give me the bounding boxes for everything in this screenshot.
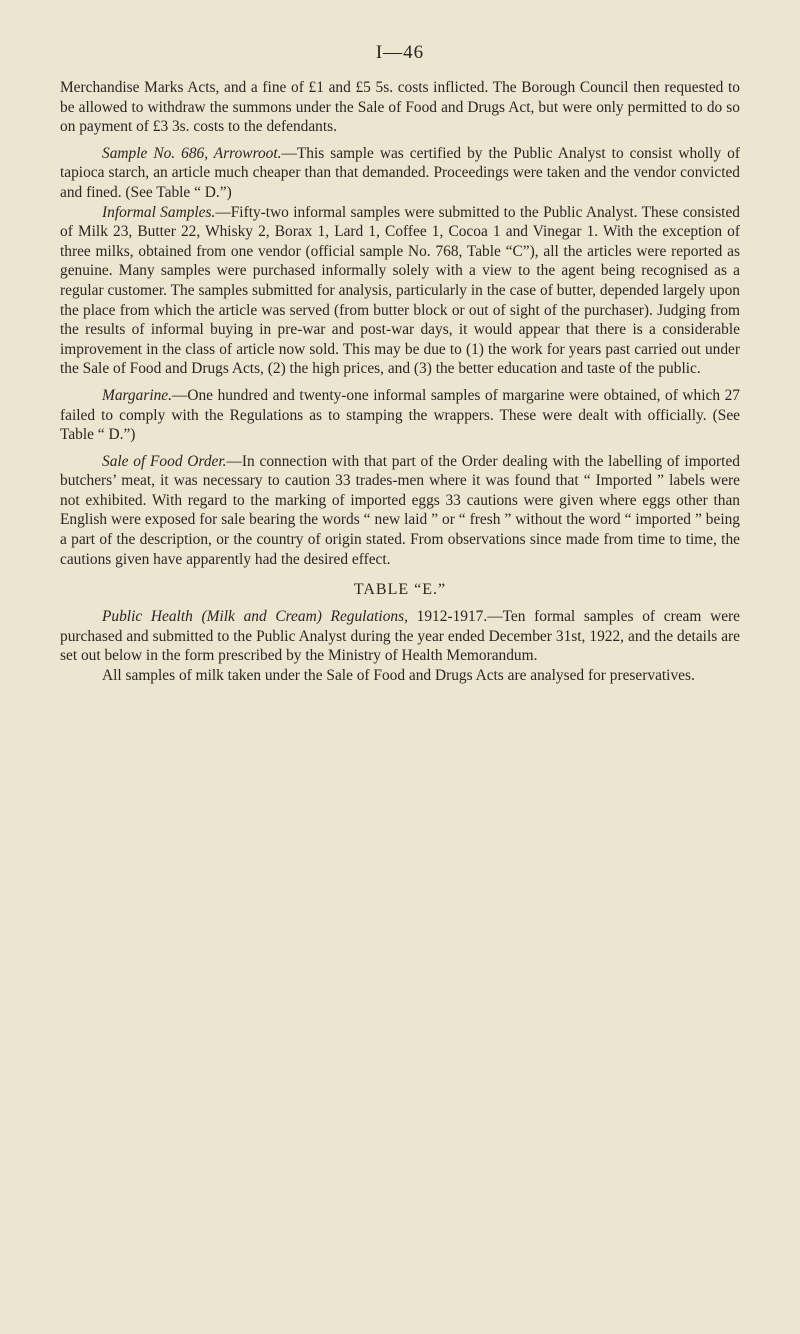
paragraph-public-health-regulations	[60, 607, 740, 666]
paragraph-body: —Fifty-two informal samples were submitted to the Public Analyst. These consisted of Milk 23, Butter 22, Whisky 2, Borax 1, Lard 1, Coffee 1, Cocoa 1 and Vinegar 1. With the exception of three milks, obtained from one vendor (official sample No. 768, Table “C”), all the articles were reported as genuine. Many samples were purchased informally solely with a view to the agent being recognised as a regular customer. The samples submitted for analysis, particularly in the case of butter, depended largely upon the place from which the article was served (from butter block or out of sight of the purchaser). Judging from the results of informal buying in pre-war and post-war days, it would appear that there is a considerable improvement in the class of article now sold. This may be due to (1) the work for years past carried out under the Sale of Food and Drugs Acts, (2) the high prices, and (3) the better education and taste of the public.	[60, 203, 740, 378]
paragraph-margarine	[60, 386, 740, 445]
paragraph-heading-emphasis: Milk and Cream	[206, 608, 317, 626]
paragraph-body: 1912-1917.—Ten formal samples of cream were purchased and submitted to the Public Analyst during the year ended December 31st, 1922, and the details are set out below in the form prescribed by the Ministry of Health Memorandum.	[60, 608, 740, 665]
paragraph-body: —In connection with that part of the Order dealing with the labelling of imported butchers’ meat, it was necessary to caution 33 trades-men where it was found that “ Imported ” labels were not exhibited. With regard to the marking of imported eggs 33 cautions were given where eggs other than English were exposed for sale bearing the words “ new laid ” or “ fresh ” without the word “ imported ” being a part of the description, or the country of origin stated. From observations since made from time to time, the cautions given have apparently had the desired effect.	[60, 452, 740, 568]
paragraph-body: —One hundred and twenty-one informal samples of margarine were obtained, of which 27 failed to comply with the Regulations as to stamping the wrappers. These were dealt with officially. (See Table “ D.”)	[60, 386, 740, 444]
paragraph-heading: Public Health (	[102, 608, 207, 626]
table-e-heading: TABLE “E.”	[353, 581, 447, 599]
paragraph-body: —This sample was certified by the Public Analyst to consist wholly of tapioca starch, an article much cheaper than that demanded. Proceedings were taken and the vendor convicted and fined. (See Table “ D.”)	[60, 144, 740, 201]
paragraph-heading: Sample No. 686, Arrowroot.	[102, 144, 282, 162]
paragraph-arrowroot	[60, 144, 740, 203]
paragraph-informal-samples	[60, 203, 740, 379]
page-number: I—46	[375, 42, 425, 63]
paragraph-heading: Informal Samples.	[102, 203, 216, 221]
paragraph-preservatives: All samples of milk taken under the Sale of Food and Drugs Acts are analysed for preservatives.	[102, 667, 695, 685]
paragraph-heading: Sale of Food Order.	[102, 452, 227, 470]
paragraph-sale-of-food-order	[60, 452, 740, 570]
paragraph-merchandise: Merchandise Marks Acts, and a fine of £1 and £5 5s. costs inflicted. The Borough Council then requested to be allowed to withdraw the summons under the Sale of Food and Drugs Act, but were only permitted to do so on payment of £3 3s. costs to the defendants.	[60, 79, 740, 136]
paragraph-heading: Margarine.	[102, 386, 172, 404]
paragraph-heading: ) Regulations,	[316, 608, 408, 626]
